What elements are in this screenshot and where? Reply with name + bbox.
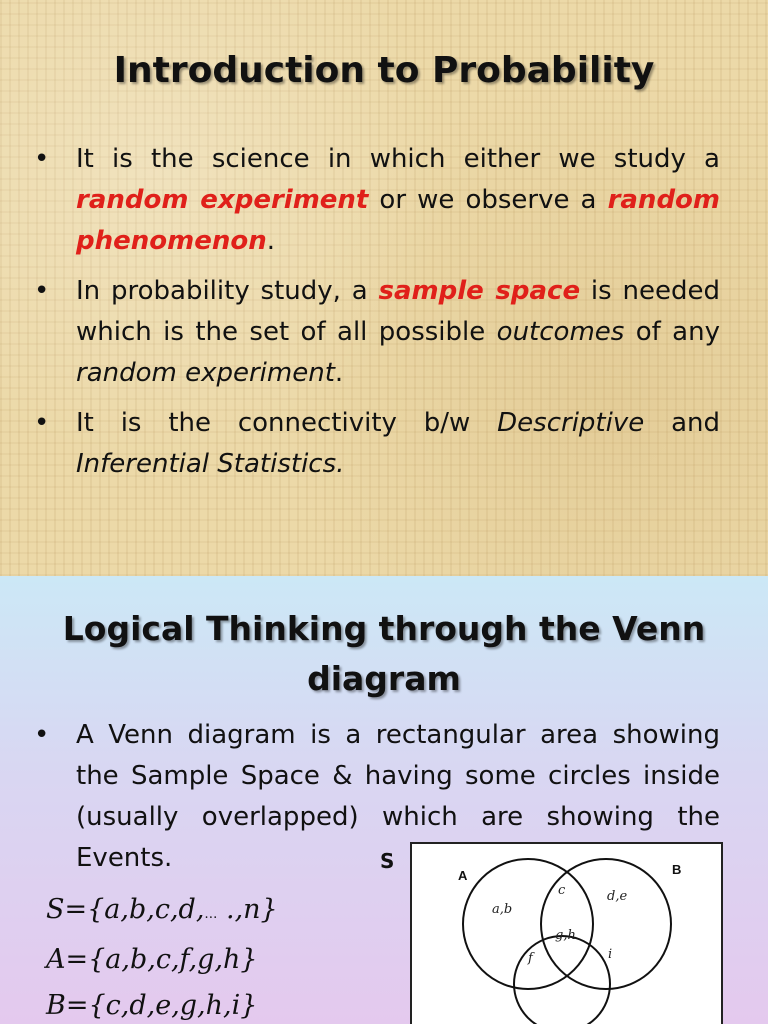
slide-venn-diagram — [0, 576, 768, 1024]
highlight-term: random experiment — [76, 185, 369, 215]
bullet-list — [34, 139, 720, 494]
set-a-definition: A={a,b,c,f,g,h} — [46, 944, 258, 975]
venn-region-center: g,h — [555, 928, 576, 943]
venn-label-a: A — [458, 868, 468, 883]
highlight-term: random phenomenon — [76, 185, 721, 256]
bullet-item: • In probability study, a sample space is needed which is the set of all possible outcomes of any random experiment. — [34, 271, 720, 394]
venn-region-f: f — [528, 951, 533, 966]
venn-sample-space-label: S — [380, 849, 395, 873]
highlight-term: sample space — [378, 276, 581, 306]
bullet-item: • A Venn diagram is a rectangular area showing the Sample Space & having some circles inside (usually overlapped) which are showing the Events. — [34, 715, 720, 879]
venn-region-ab: c — [558, 883, 566, 898]
set-b-definition: B={c,d,e,g,h,i} — [46, 990, 258, 1021]
slide-title: Introduction to Probability — [113, 50, 655, 91]
venn-region-a-only: a,b — [492, 902, 513, 917]
venn-label-b: B — [672, 862, 682, 877]
bullet-item: • It is the science in which either we study a random experiment or we observe a random phenomenon. — [34, 139, 720, 262]
italic-term: Inferential Statistics. — [76, 449, 345, 479]
bullet-item: • It is the connectivity b/w Descriptive and Inferential Statistics. — [34, 403, 720, 485]
slide-title: Logical Thinking through the Venn diagram — [62, 609, 706, 698]
set-s-definition: S={a,b,c,d,… .,n} — [46, 894, 278, 925]
venn-region-i: i — [608, 947, 613, 962]
venn-diagram — [410, 842, 724, 1024]
italic-term: outcomes — [496, 317, 625, 347]
italic-term: random experiment — [76, 358, 335, 388]
venn-region-b-only: d,e — [607, 889, 628, 904]
italic-term: Descriptive — [497, 408, 645, 438]
